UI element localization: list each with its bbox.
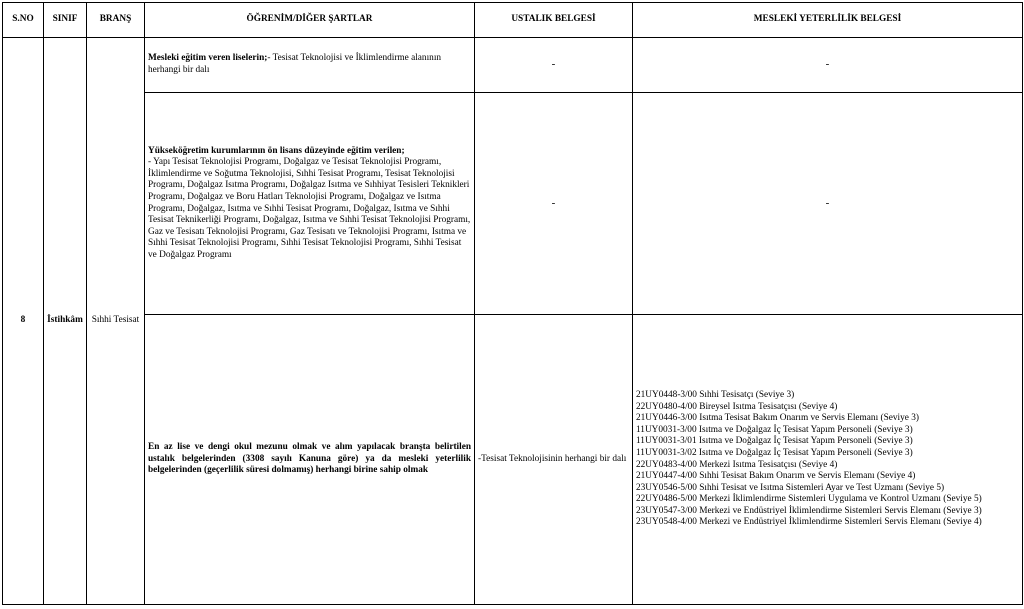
brans-cell: Sıhhi Tesisat <box>87 38 145 605</box>
certificate-item: 22UY0480-4/00 Bireysel Isıtma Tesisatçısı (Seviye 4) <box>636 401 838 412</box>
certificate-item: 11UY0031-3/01 Isıtma ve Doğalgaz İç Tesisat Yapım Personeli (Seviye 3) <box>636 436 913 447</box>
header-mesleki: MESLEKİ YETERLİLİK BELGESİ <box>633 3 1023 38</box>
table-row <box>3 38 1023 93</box>
condition-cell: En az lise ve dengi okul mezunu olmak ve alım yapılacak branşta belirtilen ustalık belgelerinden (3308 sayılı Kanuna göre) ya da mesleki yeterlilik belgelerinden (geçerlilik süresi dolmamış) herhangi birine sahip olmak <box>145 315 475 605</box>
mesleki-cell: - <box>633 38 1023 93</box>
ustalik-cell: - <box>475 93 633 315</box>
condition-text: - Tesisat Teknolojisi ve İklimlendirme alanının herhangi bir dalı <box>148 53 442 75</box>
condition-cell <box>145 38 475 93</box>
certificate-item: 23UY0546-5/00 Sıhhi Tesisat ve Isıtma Sistemleri Ayar ve Test Uzmanı (Seviye 5) <box>636 482 945 493</box>
mesleki-cell: - <box>633 93 1023 315</box>
header-ustalik: USTALIK BELGESİ <box>475 3 633 38</box>
ustalik-cell: -Tesisat Teknolojisinin herhangi bir dalı <box>475 315 633 605</box>
certificate-item: 11UY0031-3/02 Isıtma ve Doğalgaz İç Tesisat Yapım Personeli (Seviye 3) <box>636 447 913 458</box>
header-sno: S.NO <box>3 3 44 38</box>
certificate-item: 22UY0486-5/00 Merkezi İklimlendirme Sistemleri Uygulama ve Kontrol Uzmanı (Seviye 5) <box>636 494 982 505</box>
condition-text: - Yapı Tesisat Teknolojisi Programı, Doğalgaz ve Tesisat Teknolojisi Programı, İklimlendirme ve Soğutma Teknolojisi, Sıhhi Tesisat Programı, Tesisat Teknolojisi Programı, Doğalgaz Isıtma Programı, Doğalgaz Isıtma ve Sıhhiyat Tesisleri Teknikleri Programı, Doğalgaz ve Boru Hatları Teknolojisi Programı, Doğalgaz ve Isıtma Programı, Doğalgaz, Isıtma ve Sıhhi Tesisat Programı, Doğalgaz, Isıtma ve Sıhhi Tesisat Teknikerliği Programı, Doğalgaz, Isıtma ve Sıhhi Tesisat Teknolojisi Programı, Gaz ve Tesisatı Teknolojisi Programı, Gaz Tesisatı ve Teknolojisi Programı, Isıtma ve Sıhhi Tesisat Teknolojisi Programı, Sıhhi Tesisat Teknolojisi Programı, Sıhhi Tesisat ve Doğalgaz Programı <box>148 157 471 260</box>
requirements-table <box>2 2 1023 605</box>
header-ogrenim: ÖĞRENİM/DİĞER ŞARTLAR <box>145 3 475 38</box>
certificate-item: 21UY0448-3/00 Sıhhi Tesisatçı (Seviye 3) <box>636 389 795 400</box>
certificate-item: 23UY0547-3/00 Merkezi ve Endüstriyel İklimlendirme Sistemleri Servis Elemanı (Seviye 3) <box>636 505 982 516</box>
certificate-item: 21UY0447-4/00 Sıhhi Tesisat Bakım Onarım ve Servis Elemanı (Seviye 4) <box>636 471 916 482</box>
sno-cell: 8 <box>3 38 44 605</box>
condition-title: Mesleki eğitim veren liselerin; <box>148 53 268 64</box>
sinif-cell: İstihkâm <box>44 38 87 605</box>
condition-title: Yükseköğretim kurumlarının ön lisans düzeyinde eğitim verilen; <box>148 145 405 156</box>
table-row <box>3 315 1023 605</box>
condition-cell <box>145 93 475 315</box>
certificate-item: 21UY0446-3/00 Isıtma Tesisat Bakım Onarım ve Servis Elemanı (Seviye 3) <box>636 413 919 424</box>
table-row <box>3 93 1023 315</box>
ustalik-cell: - <box>475 38 633 93</box>
mesleki-cell <box>633 315 1023 605</box>
header-row <box>3 3 1023 38</box>
header-brans: BRANŞ <box>87 3 145 38</box>
certificate-item: 23UY0548-4/00 Merkezi ve Endüstriyel İklimlendirme Sistemleri Servis Elemanı (Seviye 4) <box>636 517 982 528</box>
certificate-item: 11UY0031-3/00 Isıtma ve Doğalgaz İç Tesisat Yapım Personeli (Seviye 3) <box>636 424 913 435</box>
header-sinif: SINIF <box>44 3 87 38</box>
certificate-item: 22UY0483-4/00 Merkezi Isıtma Tesisatçısı (Seviye 4) <box>636 459 838 470</box>
